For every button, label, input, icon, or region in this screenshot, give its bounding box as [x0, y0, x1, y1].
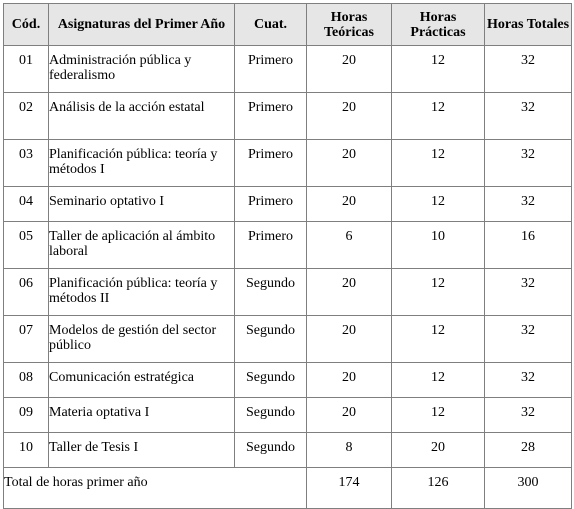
row-code: 08 [4, 363, 49, 398]
row-total-hours: 32 [485, 140, 572, 187]
row-code: 10 [4, 433, 49, 468]
row-total-hours: 32 [485, 363, 572, 398]
row-practice-hours: 12 [392, 187, 485, 222]
row-subject: Comunicación estratégica [49, 363, 235, 398]
row-theory-hours: 20 [307, 140, 392, 187]
row-term: Primero [235, 140, 307, 187]
row-term: Segundo [235, 363, 307, 398]
row-subject: Análisis de la acción estatal [49, 93, 235, 140]
row-theory-hours: 20 [307, 93, 392, 140]
header-term: Cuat. [235, 4, 307, 46]
row-code: 01 [4, 46, 49, 93]
row-subject: Taller de Tesis I [49, 433, 235, 468]
row-code: 03 [4, 140, 49, 187]
row-theory-hours: 20 [307, 269, 392, 316]
row-theory-hours: 20 [307, 398, 392, 433]
row-term: Segundo [235, 433, 307, 468]
row-code: 09 [4, 398, 49, 433]
table-row [4, 140, 572, 187]
row-term: Segundo [235, 398, 307, 433]
row-total-hours: 32 [485, 187, 572, 222]
row-total-hours: 28 [485, 433, 572, 468]
row-subject: Modelos de gestión del sector público [49, 316, 235, 363]
row-theory-hours: 8 [307, 433, 392, 468]
header-row [4, 4, 572, 46]
row-practice-hours: 12 [392, 269, 485, 316]
row-practice-hours: 10 [392, 222, 485, 269]
row-subject: Seminario optativo I [49, 187, 235, 222]
header-code: Cód. [4, 4, 49, 46]
table-row [4, 93, 572, 140]
row-total-hours: 32 [485, 269, 572, 316]
row-term: Primero [235, 187, 307, 222]
table-row [4, 316, 572, 363]
row-subject: Taller de aplicación al ámbito laboral [49, 222, 235, 269]
row-total-hours: 32 [485, 316, 572, 363]
row-practice-hours: 12 [392, 316, 485, 363]
header-practice-hours: Horas Prácticas [392, 4, 485, 46]
row-total-hours: 32 [485, 93, 572, 140]
row-term: Segundo [235, 316, 307, 363]
row-code: 07 [4, 316, 49, 363]
row-term: Primero [235, 93, 307, 140]
table-row [4, 222, 572, 269]
row-code: 04 [4, 187, 49, 222]
header-theory-hours: Horas Teóricas [307, 4, 392, 46]
row-subject: Materia optativa I [49, 398, 235, 433]
row-theory-hours: 20 [307, 46, 392, 93]
header-total-hours: Horas Totales [485, 4, 572, 46]
row-subject: Planificación pública: teoría y métodos II [49, 269, 235, 316]
row-practice-hours: 12 [392, 93, 485, 140]
table-row [4, 187, 572, 222]
row-term: Segundo [235, 269, 307, 316]
row-theory-hours: 20 [307, 187, 392, 222]
row-code: 05 [4, 222, 49, 269]
header-subject: Asignaturas del Primer Año [49, 4, 235, 46]
total-total-hours: 300 [485, 468, 572, 509]
total-label: Total de horas primer año [4, 468, 307, 509]
row-theory-hours: 20 [307, 316, 392, 363]
table-row [4, 398, 572, 433]
table-row [4, 46, 572, 93]
row-practice-hours: 12 [392, 46, 485, 93]
row-practice-hours: 20 [392, 433, 485, 468]
row-total-hours: 32 [485, 46, 572, 93]
courses-table [3, 3, 572, 509]
table-row [4, 269, 572, 316]
row-theory-hours: 6 [307, 222, 392, 269]
row-practice-hours: 12 [392, 398, 485, 433]
row-subject: Planificación pública: teoría y métodos I [49, 140, 235, 187]
row-term: Primero [235, 46, 307, 93]
table-row [4, 363, 572, 398]
row-total-hours: 16 [485, 222, 572, 269]
total-row [4, 468, 572, 509]
row-subject: Administración pública y federalismo [49, 46, 235, 93]
row-theory-hours: 20 [307, 363, 392, 398]
table-row [4, 433, 572, 468]
row-code: 02 [4, 93, 49, 140]
total-practice-hours: 126 [392, 468, 485, 509]
row-term: Primero [235, 222, 307, 269]
row-practice-hours: 12 [392, 363, 485, 398]
row-total-hours: 32 [485, 398, 572, 433]
total-theory-hours: 174 [307, 468, 392, 509]
row-code: 06 [4, 269, 49, 316]
row-practice-hours: 12 [392, 140, 485, 187]
